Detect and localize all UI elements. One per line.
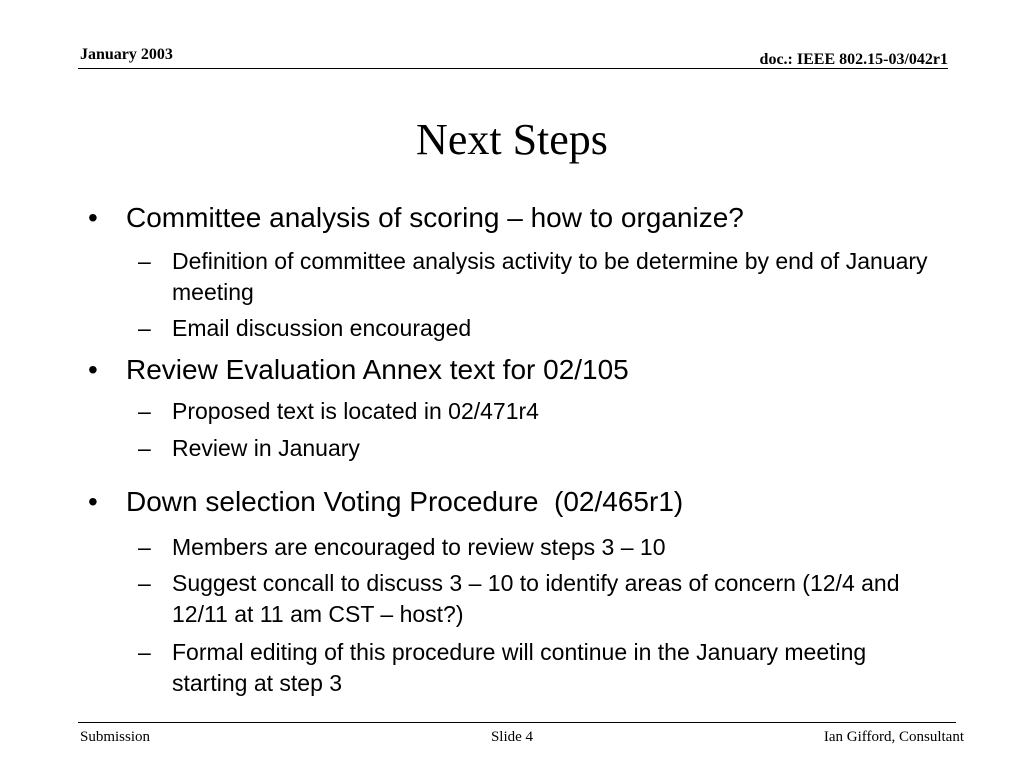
bullet-text: Review Evaluation Annex text for 02/105 xyxy=(126,354,629,385)
footer-slide-number: Slide 4 xyxy=(490,729,534,745)
dash-icon: – xyxy=(138,248,151,274)
dash-icon: – xyxy=(138,639,151,665)
header-date: January 2003 xyxy=(80,46,173,63)
sub-item-text: Proposed text is located in 02/471r4 xyxy=(172,398,539,424)
footer-submission: Submission xyxy=(80,729,151,745)
bullet-icon: • xyxy=(88,486,98,517)
sub-item-text: Members are encouraged to review steps 3 – 10 xyxy=(172,534,666,560)
sub-item-text: Formal editing of this procedure will continue in the January meeting starting at step 3 xyxy=(172,639,867,696)
dash-icon: – xyxy=(138,570,151,596)
bullet-icon: • xyxy=(88,354,98,385)
slide-title: Next Steps xyxy=(416,115,608,164)
footer-rule xyxy=(78,722,956,723)
dash-icon: – xyxy=(138,435,151,461)
sub-item-text: Email discussion encouraged xyxy=(172,315,472,341)
footer-author: Ian Gifford, Consultant xyxy=(823,729,964,745)
dash-icon: – xyxy=(138,398,151,424)
dash-icon: – xyxy=(138,534,151,560)
dash-icon: – xyxy=(138,315,151,341)
bullet-icon: • xyxy=(88,202,98,233)
sub-item-text: Review in January xyxy=(172,435,360,461)
header-doc-id: doc.: IEEE 802.15-03/042r1 xyxy=(759,51,948,68)
bullet-text: Committee analysis of scoring – how to organize? xyxy=(126,202,744,233)
sub-item-text: Suggest concall to discuss 3 – 10 to identify areas of concern (12/4 and 12/11 at 11 am CST – host?) xyxy=(172,570,900,627)
sub-item-text: Definition of committee analysis activity to be determine by end of January meeting xyxy=(172,248,928,305)
bullet-text: Down selection Voting Procedure (02/465r1) xyxy=(126,486,684,517)
